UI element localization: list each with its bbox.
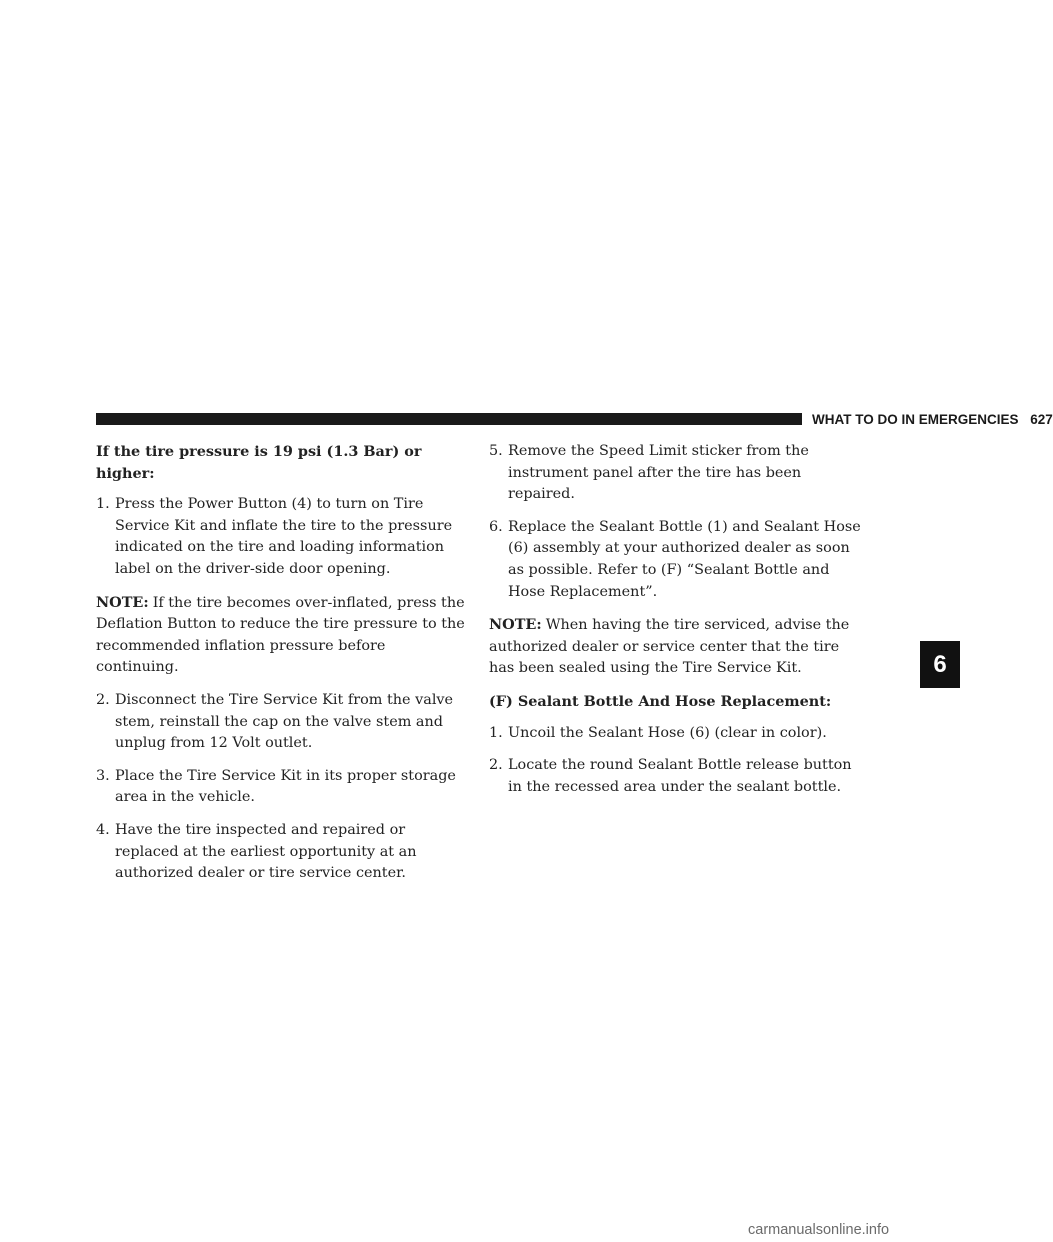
list-item-number: 2. [489, 757, 503, 774]
list-item-number: 6. [489, 518, 503, 535]
section-title: WHAT TO DO IN EMERGENCIES [812, 412, 1019, 427]
list-item-text: Have the tire inspected and repaired or replaced at the earliest opportunity at an authorized dealer or tire service center. [115, 821, 417, 882]
list-item-text: Press the Power Button (4) to turn on Tire Service Kit and inflate the tire to the pressure indicated on the tire and loading information label on the driver-side door opening. [115, 496, 453, 577]
list-item [96, 494, 472, 580]
note [489, 614, 865, 680]
subheading-pressure: If the tire pressure is 19 psi (1.3 Bar) or higher: [96, 443, 422, 482]
list-item-number: 1. [96, 496, 110, 513]
list-item [489, 723, 865, 745]
list-item-number: 1. [489, 724, 503, 741]
watermark: carmanualsonline.info [748, 1222, 890, 1238]
list-item-text: Replace the Sealant Bottle (1) and Sealant Hose (6) assembly at your authorized dealer as soon as possible. Refer to (F) “Sealant Bottle and Hose Replacement”. [508, 518, 861, 600]
note-label: NOTE: [96, 593, 149, 611]
left-column [96, 441, 472, 896]
list-item-number: 5. [489, 443, 503, 459]
list-item-text: Disconnect the Tire Service Kit from the valve stem, reinstall the cap on the valve stem and unplug from 12 Volt outlet. [115, 691, 454, 752]
list-item [489, 517, 865, 603]
page-number: 627 [1030, 412, 1053, 427]
header-rule [96, 413, 802, 425]
list-item [96, 820, 472, 885]
note [96, 592, 472, 679]
list-item-text: Place the Tire Service Kit in its proper storage area in the vehicle. [115, 767, 456, 806]
list-item-text: Uncoil the Sealant Hose (6) (clear in color). [508, 724, 827, 741]
running-header [812, 412, 1053, 428]
subheading-sealant-replacement: (F) Sealant Bottle And Hose Replacement: [489, 692, 832, 710]
list-item-number: 4. [96, 821, 110, 838]
list-item-number: 2. [96, 691, 110, 708]
list-item-number: 3. [96, 767, 110, 784]
chapter-tab: 6 [920, 641, 960, 688]
list-item-text: Remove the Speed Limit sticker from the instrument panel after the tire has been repaired. [508, 443, 809, 503]
note-label: NOTE: [489, 616, 542, 634]
list-item [96, 690, 472, 755]
note-text: When having the tire serviced, advise the authorized dealer or service center that the tire has been sealed using the Tire Service Kit. [489, 617, 850, 677]
list-item-text: Locate the round Sealant Bottle release button in the recessed area under the sealant bottle. [508, 757, 852, 795]
list-item [489, 441, 865, 506]
note-text: If the tire becomes over-inflated, press the Deflation Button to reduce the tire pressure to the recommended inflation pressure before continuing. [96, 594, 465, 676]
list-item [489, 755, 865, 798]
list-item [96, 766, 472, 809]
right-column [489, 441, 865, 809]
